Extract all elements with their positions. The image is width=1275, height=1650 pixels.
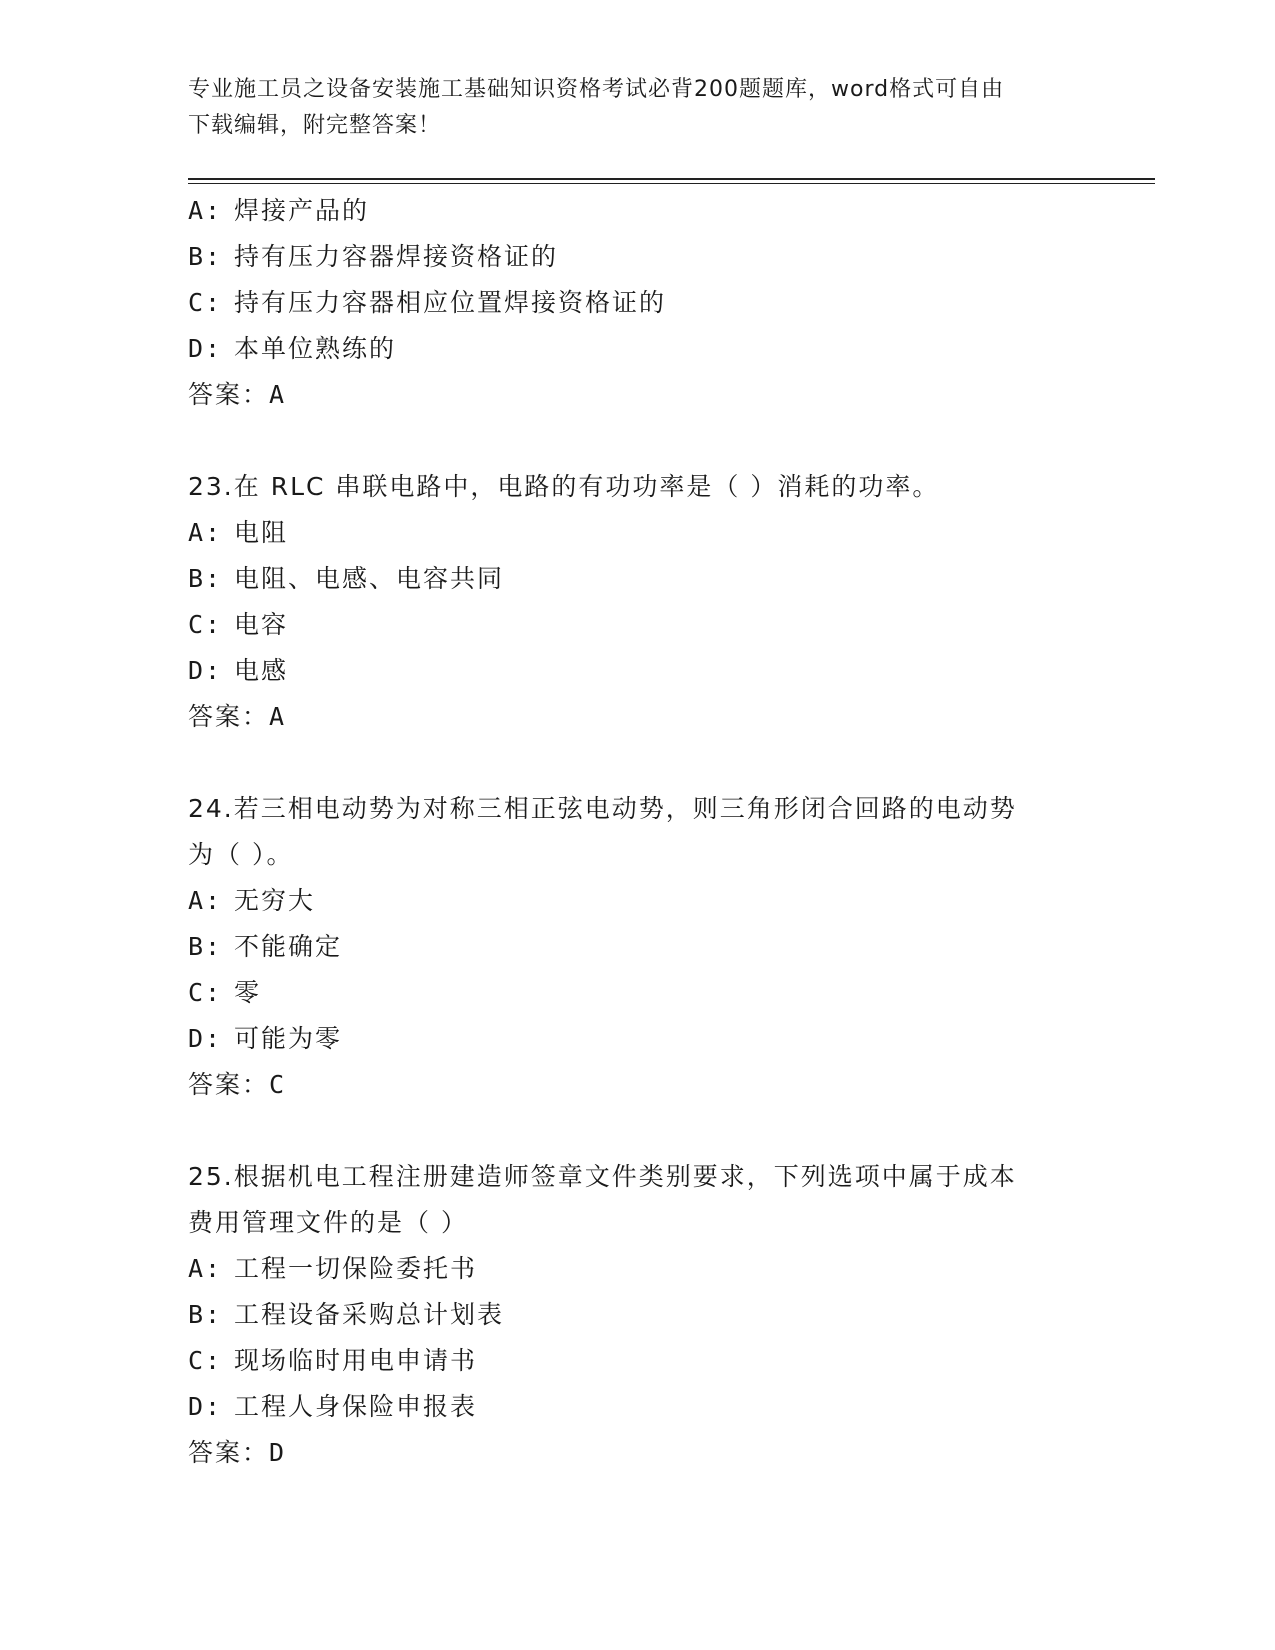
question-stem: 23.在 RLC 串联电路中，电路的有功功率是（ ）消耗的功率。: [188, 472, 940, 501]
option-c: C: 零: [188, 978, 262, 1007]
question-stem-line-1: 25.根据机电工程注册建造师签章文件类别要求，下列选项中属于成本: [188, 1162, 1017, 1191]
option-a: A: 无穷大: [188, 886, 316, 915]
option-d: D: 本单位熟练的: [188, 334, 397, 363]
answer: 答案：D: [188, 1438, 287, 1467]
answer: 答案：A: [188, 702, 287, 731]
option-c: C: 电容: [188, 610, 289, 639]
answer: 答案：C: [188, 1070, 287, 1099]
option-b: B: 不能确定: [188, 932, 343, 961]
question-22: [188, 188, 1118, 418]
question-stem-line-2: 为（ ）。: [188, 840, 294, 869]
question-list: [188, 188, 1118, 1476]
question-24: [188, 786, 1118, 1108]
option-c: C: 持有压力容器相应位置焊接资格证的: [188, 288, 667, 317]
option-c: C: 现场临时用电申请书: [188, 1346, 478, 1375]
option-d: D: 电感: [188, 656, 289, 685]
header-rule-thin: [188, 183, 1155, 184]
question-23: [188, 464, 1118, 740]
option-b: B: 电阻、电感、电容共同: [188, 564, 505, 593]
question-25: [188, 1154, 1118, 1476]
option-a: A: 焊接产品的: [188, 196, 370, 225]
document-header: [188, 72, 1088, 144]
option-b: B: 工程设备采购总计划表: [188, 1300, 505, 1329]
header-line-1: 专业施工员之设备安装施工基础知识资格考试必背200题题库，word格式可自由: [188, 77, 1005, 102]
header-line-2: 下载编辑，附完整答案！: [188, 113, 442, 138]
question-stem-line-2: 费用管理文件的是（ ）: [188, 1208, 468, 1237]
option-a: A: 工程一切保险委托书: [188, 1254, 478, 1283]
option-a: A: 电阻: [188, 518, 289, 547]
header-rule-thick: [188, 178, 1155, 180]
option-d: D: 可能为零: [188, 1024, 343, 1053]
option-b: B: 持有压力容器焊接资格证的: [188, 242, 559, 271]
option-d: D: 工程人身保险申报表: [188, 1392, 478, 1421]
question-stem-line-1: 24.若三相电动势为对称三相正弦电动势，则三角形闭合回路的电动势: [188, 794, 1017, 823]
answer: 答案：A: [188, 380, 287, 409]
